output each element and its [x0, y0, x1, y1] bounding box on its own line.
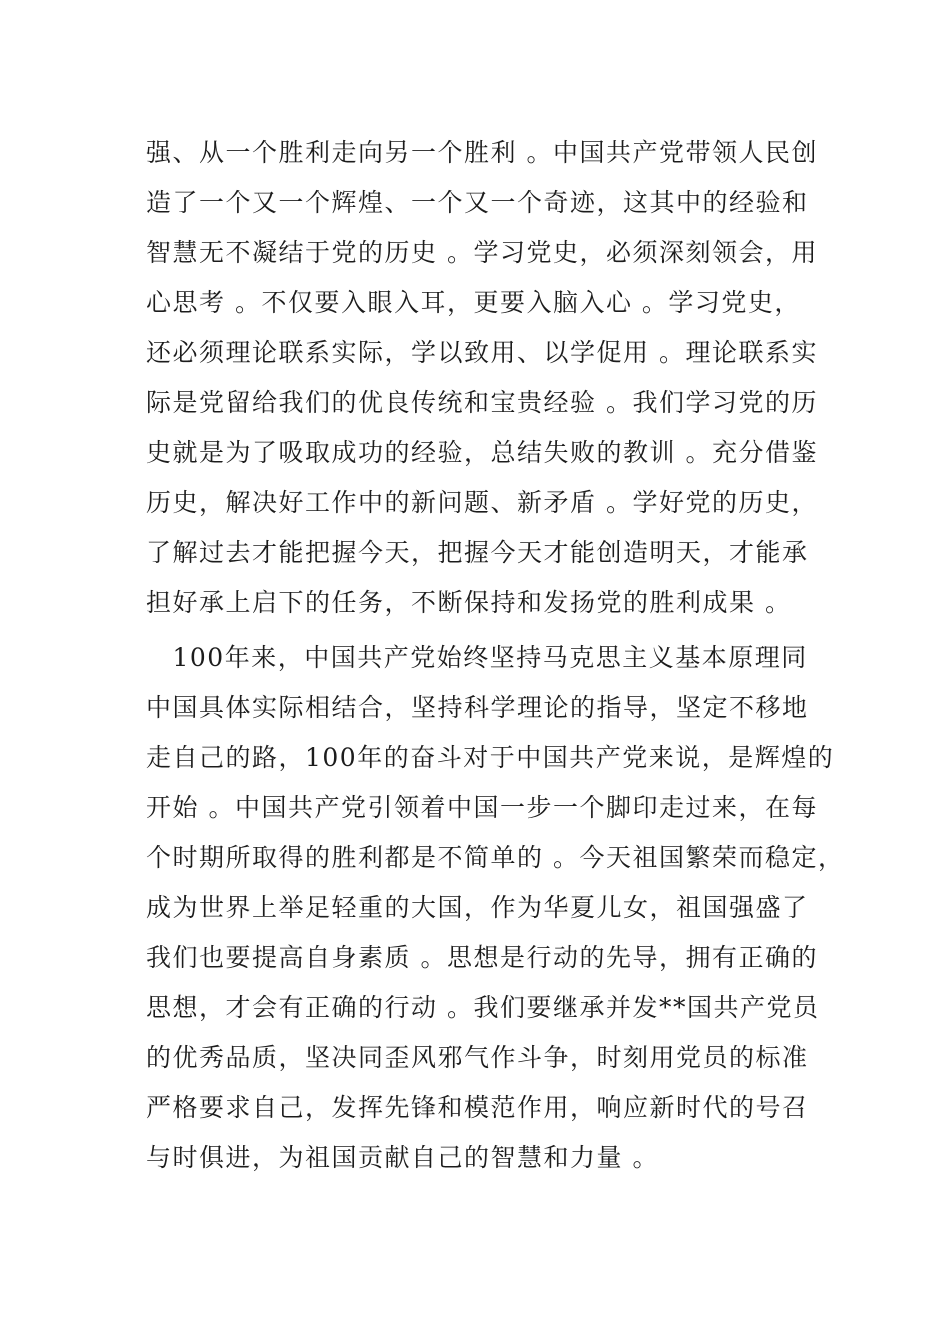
paragraph-line: 走自己的路，100年的奋斗对于中国共产党来说，是辉煌的 [146, 743, 835, 772]
paragraph-1 [146, 128, 816, 628]
paragraph-line: 中国具体实际相结合，坚持科学理论的指导，坚定不移地 [146, 693, 809, 722]
paragraph-line: 了解过去才能把握今天，把握今天才能创造明天，才能承 [146, 538, 809, 567]
paragraph-line: 个时期所取得的胜利都是不简单的 。今天祖国繁荣而稳定， [146, 843, 845, 872]
paragraph-line: 100年来，中国共产党始终坚持马克思主义基本原理同 [146, 643, 808, 672]
paragraph-line: 历史，解决好工作中的新问题、新矛盾 。学好党的历史， [146, 488, 818, 517]
paragraph-line: 强、从一个胜利走向另一个胜利 。中国共产党带领人民创 [146, 138, 818, 167]
paragraph-line: 心思考 。不仅要入眼入耳，更要入脑入心 。学习党史， [146, 288, 801, 317]
paragraph-line: 际是党留给我们的优良传统和宝贵经验 。我们学习党的历 [146, 388, 818, 417]
paragraph-line: 智慧无不凝结于党的历史 。学习党史，必须深刻领会，用 [146, 238, 818, 267]
paragraph-line: 造了一个又一个辉煌、一个又一个奇迹，这其中的经验和 [146, 188, 809, 217]
paragraph-line: 还必须理论联系实际，学以致用、以学促用 。理论联系实 [146, 338, 818, 367]
paragraph-2 [146, 633, 845, 1183]
paragraph-line: 思想，才会有正确的行动 。我们要继承并发**国共产党员 [146, 993, 820, 1022]
paragraph-line: 开始 。中国共产党引领着中国一步一个脚印走过来，在每 [146, 793, 818, 822]
paragraph-line: 与时俱进，为祖国贡献自己的智慧和力量 。 [146, 1143, 659, 1172]
paragraph-line: 我们也要提高自身素质 。思想是行动的先导，拥有正确的 [146, 943, 818, 972]
paragraph-line: 担好承上启下的任务，不断保持和发扬党的胜利成果 。 [146, 588, 792, 617]
paragraph-line: 成为世界上举足轻重的大国，作为华夏儿女，祖国强盛了 [146, 893, 809, 922]
paragraph-line: 的优秀品质，坚决同歪风邪气作斗争，时刻用党员的标准 [146, 1043, 809, 1072]
paragraph-line: 史就是为了吸取成功的经验，总结失败的教训 。充分借鉴 [146, 438, 818, 467]
paragraph-line: 严格要求自己，发挥先锋和模范作用，响应新时代的号召 [146, 1093, 809, 1122]
